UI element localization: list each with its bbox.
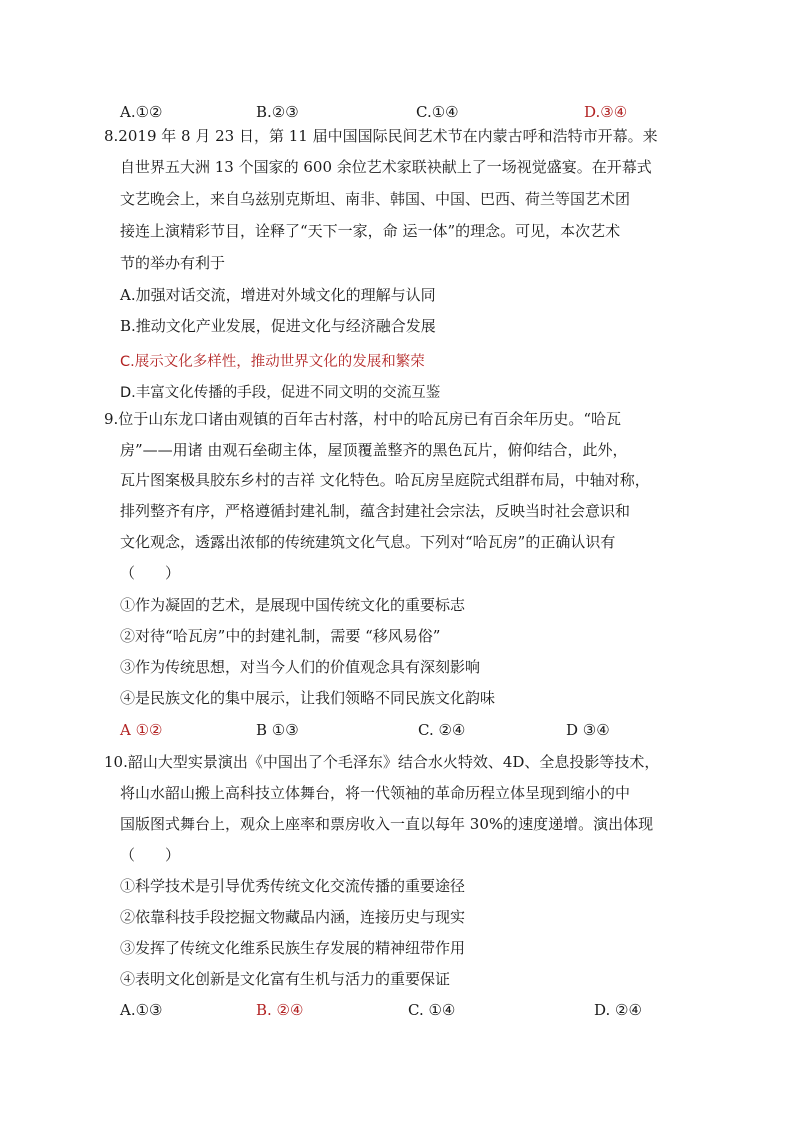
q10-stem-line: 将山水韶山搬上高科技立体舞台，将一代领袖的革命历程立体呈现到缩小的中	[120, 784, 631, 802]
q7-option-c[interactable]: C.①④	[416, 103, 459, 121]
q10-statement: ①科学技术是引导优秀传统文化交流传播的重要途径	[120, 877, 466, 895]
q9-stem-line: 9.位于山东龙口诸由观镇的百年古村落，村中的哈瓦房已有百余年历史。“哈瓦	[104, 410, 621, 428]
q10-option-d[interactable]: D. ②④	[594, 1001, 642, 1019]
q8-stem-line: 节的举办有利于	[120, 254, 226, 272]
q9-stem-line: 瓦片图案极具胶东乡村的吉祥 文化特色。哈瓦房呈庭院式组群布局，中轴对称，	[120, 471, 650, 489]
q9-statement: ①作为凝固的艺术，是展现中国传统文化的重要标志	[120, 596, 466, 614]
q9-option-b[interactable]: B ①③	[256, 721, 299, 739]
q8-stem-line: 文艺晚会上，来自乌兹别克斯坦、南非、韩国、中国、巴西、荷兰等国艺术团	[120, 190, 631, 208]
q10-option-b-answer[interactable]: B. ②④	[256, 1001, 304, 1019]
q9-option-c[interactable]: C. ②④	[418, 721, 466, 739]
q9-statement: ③作为传统思想，对当今人们的价值观念具有深刻影响	[120, 658, 481, 676]
q7-option-a[interactable]: A.①②	[120, 103, 163, 121]
q10-statement: ④表明文化创新是文化富有生机与活力的重要保证	[120, 970, 451, 988]
q9-stem-line: 房”——用诸 由观石垒砌主体，屋顶覆盖整齐的黑色瓦片，俯仰结合，此外，	[120, 441, 628, 459]
q10-statement: ②依靠科技手段挖掘文物藏品内涵，连接历史与现实	[120, 908, 466, 926]
q10-stem-line: 10.韶山大型实景演出《中国出了个毛泽东》结合水火特效、4D、全息投影等技术，	[104, 753, 660, 771]
q9-statement: ②对待“哈瓦房”中的封建礼制，需要 “移风易俗”	[120, 627, 441, 645]
q10-stem-line: 国版图式舞台上，观众上座率和票房收入一直以每年 30%的速度递增。演出体现	[120, 815, 654, 833]
q9-stem-line: 排列整齐有序，严格遵循封建礼制，蕴含封建社会宗法，反映当时社会意识和	[120, 502, 631, 520]
q7-option-b[interactable]: B.②③	[256, 103, 299, 121]
q7-option-d-answer[interactable]: D.③④	[584, 103, 628, 121]
q8-stem-line: 8.2019 年 8 月 23 日，第 11 届中国国际民间艺术节在内蒙古呼和浩特市开幕。来	[104, 127, 658, 145]
q9-option-d[interactable]: D ③④	[566, 721, 610, 739]
q10-option-c[interactable]: C. ①④	[408, 1001, 456, 1019]
q9-stem-line: 文化观念，透露出浓郁的传统建筑文化气息。下列对“哈瓦房”的正确认识有	[120, 533, 616, 551]
q9-statement: ④是民族文化的集中展示，让我们领略不同民族文化韵味	[120, 689, 496, 707]
q8-stem-line: 自世界五大洲 13 个国家的 600 余位艺术家联袂献上了一场视觉盛宴。在开幕式	[120, 158, 652, 176]
q8-stem-line: 接连上演精彩节目，诠释了“天下一家，命 运一体”的理念。可见，本次艺术	[120, 222, 621, 240]
q8-option-a[interactable]: A.加强对话交流，增进对外域文化的理解与认同	[120, 286, 436, 304]
q8-option-d[interactable]: D.丰富文化传播的手段，促进不同文明的交流互鉴	[120, 385, 441, 401]
q9-option-a-answer[interactable]: A ①②	[120, 721, 163, 739]
q9-answer-bracket: （ ）	[120, 564, 181, 582]
q10-answer-bracket: （ ）	[120, 846, 181, 864]
q8-option-c-answer[interactable]: C.展示文化多样性，推动世界文化的发展和繁荣	[120, 354, 425, 370]
q10-option-a[interactable]: A.①③	[120, 1001, 163, 1019]
q8-option-b[interactable]: B.推动文化产业发展，促进文化与经济融合发展	[120, 317, 436, 335]
q10-statement: ③发挥了传统文化维系民族生存发展的精神纽带作用	[120, 939, 466, 957]
